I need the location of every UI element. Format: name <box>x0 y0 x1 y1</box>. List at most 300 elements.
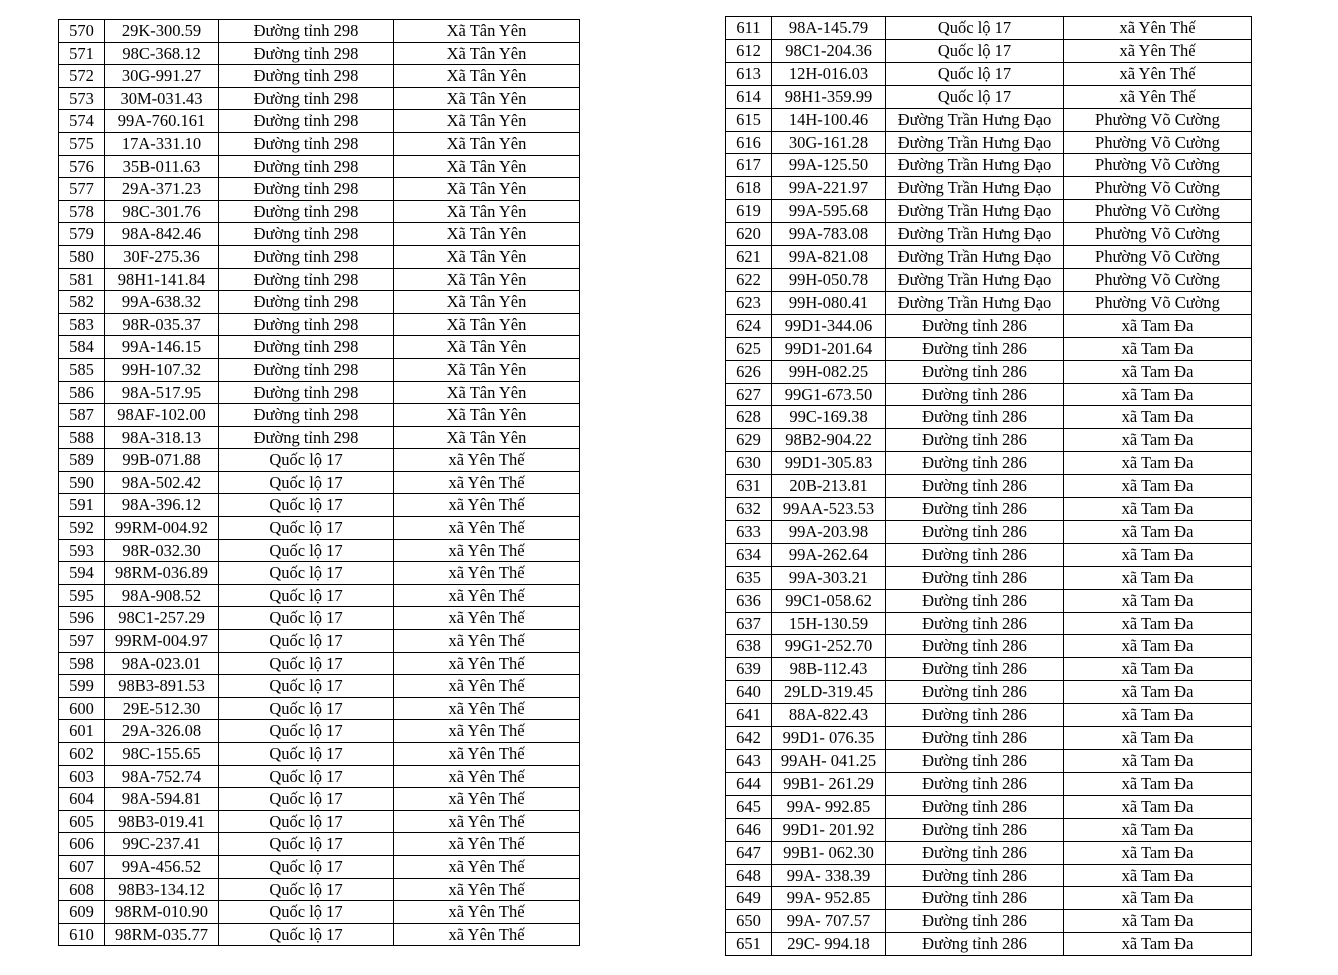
commune-cell: xã Tam Đa <box>1064 887 1252 910</box>
table-row <box>59 720 580 743</box>
row-number-cell: 612 <box>726 39 772 62</box>
table-row <box>726 841 1252 864</box>
road-cell: Đường tỉnh 298 <box>219 404 394 427</box>
plate-number-cell: 98C-155.65 <box>105 743 219 766</box>
road-cell: Đường tỉnh 298 <box>219 291 394 314</box>
row-number-cell: 610 <box>59 923 105 946</box>
commune-cell: xã Yên Thế <box>394 697 580 720</box>
table-row <box>726 246 1252 269</box>
road-cell: Đường tỉnh 286 <box>886 635 1064 658</box>
road-cell: Quốc lộ 17 <box>219 539 394 562</box>
commune-cell: xã Yên Thế <box>394 630 580 653</box>
plate-number-cell: 29C- 994.18 <box>772 933 886 956</box>
commune-cell: xã Tam Đa <box>1064 658 1252 681</box>
table-row <box>59 110 580 133</box>
table-row <box>726 566 1252 589</box>
table-body-left <box>59 20 580 946</box>
row-number-cell: 602 <box>59 743 105 766</box>
plate-number-cell: 99A-638.32 <box>105 291 219 314</box>
road-cell: Đường tỉnh 298 <box>219 87 394 110</box>
table-row <box>726 291 1252 314</box>
plate-number-cell: 98AF-102.00 <box>105 404 219 427</box>
commune-cell: xã Tam Đa <box>1064 360 1252 383</box>
row-number-cell: 636 <box>726 589 772 612</box>
table-row <box>59 245 580 268</box>
row-number-cell: 594 <box>59 562 105 585</box>
row-number-cell: 625 <box>726 337 772 360</box>
violation-table-right <box>725 16 1252 956</box>
commune-cell: xã Tam Đa <box>1064 429 1252 452</box>
plate-number-cell: 98H1-359.99 <box>772 85 886 108</box>
road-cell: Đường tỉnh 298 <box>219 65 394 88</box>
road-cell: Đường tỉnh 286 <box>886 887 1064 910</box>
plate-number-cell: 99A-821.08 <box>772 246 886 269</box>
table-row <box>59 923 580 946</box>
road-cell: Quốc lộ 17 <box>219 449 394 472</box>
plate-number-cell: 30F-275.36 <box>105 245 219 268</box>
table-row <box>726 818 1252 841</box>
row-number-cell: 577 <box>59 178 105 201</box>
row-number-cell: 619 <box>726 200 772 223</box>
road-cell: Đường tỉnh 298 <box>219 178 394 201</box>
plate-number-cell: 98RM-036.89 <box>105 562 219 585</box>
road-cell: Quốc lộ 17 <box>219 607 394 630</box>
table-row <box>59 810 580 833</box>
commune-cell: xã Yên Thế <box>394 584 580 607</box>
plate-number-cell: 99D1-305.83 <box>772 452 886 475</box>
table-row <box>726 85 1252 108</box>
commune-cell: Xã Tân Yên <box>394 200 580 223</box>
plate-number-cell: 99D1-344.06 <box>772 314 886 337</box>
road-cell: Đường Trần Hưng Đạo <box>886 154 1064 177</box>
row-number-cell: 593 <box>59 539 105 562</box>
road-cell: Đường Trần Hưng Đạo <box>886 268 1064 291</box>
plate-number-cell: 29E-512.30 <box>105 697 219 720</box>
road-cell: Đường tỉnh 286 <box>886 750 1064 773</box>
road-cell: Đường Trần Hưng Đạo <box>886 223 1064 246</box>
plate-number-cell: 99G1-673.50 <box>772 383 886 406</box>
row-number-cell: 651 <box>726 933 772 956</box>
plate-number-cell: 99A-221.97 <box>772 177 886 200</box>
road-cell: Quốc lộ 17 <box>886 85 1064 108</box>
table-row <box>59 471 580 494</box>
commune-cell: Phường Võ Cường <box>1064 108 1252 131</box>
road-cell: Đường tỉnh 298 <box>219 426 394 449</box>
plate-number-cell: 30G-161.28 <box>772 131 886 154</box>
commune-cell: Xã Tân Yên <box>394 132 580 155</box>
table-row <box>59 539 580 562</box>
plate-number-cell: 99RM-004.97 <box>105 630 219 653</box>
row-number-cell: 646 <box>726 818 772 841</box>
commune-cell: xã Tam Đa <box>1064 704 1252 727</box>
table-row <box>59 404 580 427</box>
table-row <box>59 765 580 788</box>
table-row <box>59 87 580 110</box>
commune-cell: Phường Võ Cường <box>1064 246 1252 269</box>
road-cell: Đường tỉnh 286 <box>886 681 1064 704</box>
plate-number-cell: 14H-100.46 <box>772 108 886 131</box>
road-cell: Đường tỉnh 286 <box>886 406 1064 429</box>
row-number-cell: 622 <box>726 268 772 291</box>
row-number-cell: 631 <box>726 475 772 498</box>
plate-number-cell: 98B3-134.12 <box>105 878 219 901</box>
plate-number-cell: 99B1- 261.29 <box>772 772 886 795</box>
commune-cell: xã Tam Đa <box>1064 452 1252 475</box>
plate-number-cell: 98A-517.95 <box>105 381 219 404</box>
commune-cell: xã Yên Thế <box>394 517 580 540</box>
row-number-cell: 627 <box>726 383 772 406</box>
row-number-cell: 590 <box>59 471 105 494</box>
commune-cell: xã Tam Đa <box>1064 589 1252 612</box>
plate-number-cell: 99A- 992.85 <box>772 795 886 818</box>
row-number-cell: 601 <box>59 720 105 743</box>
row-number-cell: 578 <box>59 200 105 223</box>
table-row <box>726 498 1252 521</box>
row-number-cell: 599 <box>59 675 105 698</box>
table-row <box>726 131 1252 154</box>
row-number-cell: 570 <box>59 20 105 43</box>
plate-number-cell: 98H1-141.84 <box>105 268 219 291</box>
table-row <box>59 381 580 404</box>
table-row <box>59 42 580 65</box>
commune-cell: xã Yên Thế <box>394 539 580 562</box>
table-row <box>59 155 580 178</box>
commune-cell: xã Tam Đa <box>1064 772 1252 795</box>
plate-number-cell: 99D1- 076.35 <box>772 727 886 750</box>
table-row <box>59 833 580 856</box>
road-cell: Quốc lộ 17 <box>219 584 394 607</box>
row-number-cell: 598 <box>59 652 105 675</box>
plate-number-cell: 20B-213.81 <box>772 475 886 498</box>
plate-number-cell: 99A-303.21 <box>772 566 886 589</box>
plate-number-cell: 99A-456.52 <box>105 855 219 878</box>
row-number-cell: 592 <box>59 517 105 540</box>
commune-cell: xã Tam Đa <box>1064 795 1252 818</box>
road-cell: Quốc lộ 17 <box>219 855 394 878</box>
row-number-cell: 587 <box>59 404 105 427</box>
plate-number-cell: 17A-331.10 <box>105 132 219 155</box>
table-row <box>59 336 580 359</box>
commune-cell: Phường Võ Cường <box>1064 131 1252 154</box>
row-number-cell: 585 <box>59 358 105 381</box>
road-cell: Quốc lộ 17 <box>219 517 394 540</box>
commune-cell: xã Yên Thế <box>394 471 580 494</box>
table-row <box>726 658 1252 681</box>
table-row <box>726 383 1252 406</box>
table-row <box>726 177 1252 200</box>
row-number-cell: 576 <box>59 155 105 178</box>
road-cell: Đường tỉnh 286 <box>886 429 1064 452</box>
table-row <box>59 426 580 449</box>
commune-cell: xã Tam Đa <box>1064 681 1252 704</box>
row-number-cell: 618 <box>726 177 772 200</box>
road-cell: Quốc lộ 17 <box>886 39 1064 62</box>
plate-number-cell: 99AH- 041.25 <box>772 750 886 773</box>
commune-cell: Xã Tân Yên <box>394 87 580 110</box>
table-row <box>59 878 580 901</box>
row-number-cell: 582 <box>59 291 105 314</box>
commune-cell: xã Yên Thế <box>394 878 580 901</box>
row-number-cell: 649 <box>726 887 772 910</box>
row-number-cell: 648 <box>726 864 772 887</box>
table-row <box>726 704 1252 727</box>
plate-number-cell: 99A-203.98 <box>772 520 886 543</box>
plate-number-cell: 99C1-058.62 <box>772 589 886 612</box>
commune-cell: xã Yên Thế <box>1064 17 1252 40</box>
commune-cell: Xã Tân Yên <box>394 42 580 65</box>
plate-number-cell: 98A-752.74 <box>105 765 219 788</box>
road-cell: Quốc lộ 17 <box>219 697 394 720</box>
road-cell: Đường tỉnh 286 <box>886 314 1064 337</box>
road-cell: Đường Trần Hưng Đạo <box>886 177 1064 200</box>
plate-number-cell: 98A-594.81 <box>105 788 219 811</box>
plate-number-cell: 99AA-523.53 <box>772 498 886 521</box>
plate-number-cell: 29K-300.59 <box>105 20 219 43</box>
plate-number-cell: 88A-822.43 <box>772 704 886 727</box>
row-number-cell: 609 <box>59 901 105 924</box>
table-row <box>726 62 1252 85</box>
road-cell: Đường tỉnh 286 <box>886 566 1064 589</box>
table-row <box>59 65 580 88</box>
road-cell: Quốc lộ 17 <box>219 901 394 924</box>
row-number-cell: 581 <box>59 268 105 291</box>
row-number-cell: 607 <box>59 855 105 878</box>
road-cell: Đường Trần Hưng Đạo <box>886 131 1064 154</box>
row-number-cell: 638 <box>726 635 772 658</box>
commune-cell: Xã Tân Yên <box>394 291 580 314</box>
table-row <box>726 933 1252 956</box>
row-number-cell: 583 <box>59 313 105 336</box>
row-number-cell: 635 <box>726 566 772 589</box>
plate-number-cell: 30G-991.27 <box>105 65 219 88</box>
table-row <box>59 20 580 43</box>
plate-number-cell: 98B3-891.53 <box>105 675 219 698</box>
row-number-cell: 586 <box>59 381 105 404</box>
table-row <box>726 17 1252 40</box>
plate-number-cell: 35B-011.63 <box>105 155 219 178</box>
commune-cell: xã Yên Thế <box>394 788 580 811</box>
road-cell: Đường tỉnh 298 <box>219 110 394 133</box>
road-cell: Đường tỉnh 298 <box>219 336 394 359</box>
commune-cell: Xã Tân Yên <box>394 245 580 268</box>
row-number-cell: 634 <box>726 543 772 566</box>
road-cell: Đường tỉnh 286 <box>886 612 1064 635</box>
table-row <box>726 337 1252 360</box>
row-number-cell: 640 <box>726 681 772 704</box>
table-row <box>726 223 1252 246</box>
plate-number-cell: 99A-262.64 <box>772 543 886 566</box>
plate-number-cell: 99A- 707.57 <box>772 910 886 933</box>
table-row <box>726 910 1252 933</box>
commune-cell: Xã Tân Yên <box>394 20 580 43</box>
plate-number-cell: 99C-169.38 <box>772 406 886 429</box>
plate-number-cell: 99D1-201.64 <box>772 337 886 360</box>
commune-cell: xã Yên Thế <box>394 652 580 675</box>
commune-cell: xã Yên Thế <box>394 833 580 856</box>
table-row <box>726 612 1252 635</box>
plate-number-cell: 98A-023.01 <box>105 652 219 675</box>
road-cell: Đường Trần Hưng Đạo <box>886 108 1064 131</box>
table-row <box>59 584 580 607</box>
row-number-cell: 591 <box>59 494 105 517</box>
table-row <box>726 268 1252 291</box>
table-row <box>59 630 580 653</box>
plate-number-cell: 98A-908.52 <box>105 584 219 607</box>
plate-number-cell: 99A- 338.39 <box>772 864 886 887</box>
plate-number-cell: 99A- 952.85 <box>772 887 886 910</box>
commune-cell: Xã Tân Yên <box>394 223 580 246</box>
row-number-cell: 573 <box>59 87 105 110</box>
road-cell: Đường tỉnh 286 <box>886 704 1064 727</box>
road-cell: Quốc lộ 17 <box>886 17 1064 40</box>
row-number-cell: 574 <box>59 110 105 133</box>
plate-number-cell: 98B-112.43 <box>772 658 886 681</box>
table-row <box>726 520 1252 543</box>
plate-number-cell: 29A-326.08 <box>105 720 219 743</box>
commune-cell: xã Tam Đa <box>1064 566 1252 589</box>
plate-number-cell: 99H-107.32 <box>105 358 219 381</box>
commune-cell: xã Yên Thế <box>394 810 580 833</box>
commune-cell: xã Yên Thế <box>1064 62 1252 85</box>
road-cell: Đường tỉnh 286 <box>886 383 1064 406</box>
commune-cell: xã Yên Thế <box>394 720 580 743</box>
table-row <box>726 681 1252 704</box>
row-number-cell: 608 <box>59 878 105 901</box>
road-cell: Quốc lộ 17 <box>219 494 394 517</box>
table-row <box>726 635 1252 658</box>
road-cell: Quốc lộ 17 <box>219 878 394 901</box>
row-number-cell: 589 <box>59 449 105 472</box>
row-number-cell: 588 <box>59 426 105 449</box>
road-cell: Quốc lộ 17 <box>219 923 394 946</box>
table-row <box>726 200 1252 223</box>
plate-number-cell: 99A-146.15 <box>105 336 219 359</box>
road-cell: Đường tỉnh 298 <box>219 245 394 268</box>
road-cell: Đường tỉnh 286 <box>886 543 1064 566</box>
row-number-cell: 597 <box>59 630 105 653</box>
road-cell: Đường tỉnh 286 <box>886 360 1064 383</box>
plate-number-cell: 98A-318.13 <box>105 426 219 449</box>
road-cell: Đường tỉnh 286 <box>886 520 1064 543</box>
row-number-cell: 633 <box>726 520 772 543</box>
commune-cell: Xã Tân Yên <box>394 268 580 291</box>
table-row <box>59 358 580 381</box>
plate-number-cell: 98B2-904.22 <box>772 429 886 452</box>
commune-cell: xã Tam Đa <box>1064 818 1252 841</box>
road-cell: Đường tỉnh 286 <box>886 727 1064 750</box>
row-number-cell: 643 <box>726 750 772 773</box>
commune-cell: xã Yên Thế <box>394 449 580 472</box>
table-row <box>59 449 580 472</box>
road-cell: Đường Trần Hưng Đạo <box>886 200 1064 223</box>
plate-number-cell: 99A-760.161 <box>105 110 219 133</box>
road-cell: Đường tỉnh 298 <box>219 223 394 246</box>
plate-number-cell: 99G1-252.70 <box>772 635 886 658</box>
table-row <box>726 154 1252 177</box>
commune-cell: Phường Võ Cường <box>1064 223 1252 246</box>
plate-number-cell: 99A-595.68 <box>772 200 886 223</box>
commune-cell: Xã Tân Yên <box>394 336 580 359</box>
plate-number-cell: 98A-145.79 <box>772 17 886 40</box>
row-number-cell: 624 <box>726 314 772 337</box>
road-cell: Đường tỉnh 286 <box>886 818 1064 841</box>
commune-cell: xã Tam Đa <box>1064 314 1252 337</box>
row-number-cell: 617 <box>726 154 772 177</box>
table-body-right <box>726 17 1252 956</box>
table-row <box>59 200 580 223</box>
commune-cell: Xã Tân Yên <box>394 313 580 336</box>
road-cell: Quốc lộ 17 <box>219 765 394 788</box>
commune-cell: xã Yên Thế <box>394 901 580 924</box>
plate-number-cell: 98R-035.37 <box>105 313 219 336</box>
table-row <box>59 743 580 766</box>
row-number-cell: 571 <box>59 42 105 65</box>
row-number-cell: 630 <box>726 452 772 475</box>
commune-cell: xã Yên Thế <box>394 607 580 630</box>
row-number-cell: 604 <box>59 788 105 811</box>
table-row <box>59 675 580 698</box>
row-number-cell: 647 <box>726 841 772 864</box>
row-number-cell: 650 <box>726 910 772 933</box>
table-row <box>59 901 580 924</box>
commune-cell: xã Tam Đa <box>1064 612 1252 635</box>
road-cell: Đường tỉnh 286 <box>886 910 1064 933</box>
plate-number-cell: 98A-502.42 <box>105 471 219 494</box>
table-row <box>726 864 1252 887</box>
road-cell: Đường Trần Hưng Đạo <box>886 246 1064 269</box>
table-row <box>59 697 580 720</box>
plate-number-cell: 99C-237.41 <box>105 833 219 856</box>
plate-number-cell: 98C1-204.36 <box>772 39 886 62</box>
commune-cell: xã Yên Thế <box>394 923 580 946</box>
road-cell: Đường tỉnh 298 <box>219 200 394 223</box>
row-number-cell: 605 <box>59 810 105 833</box>
table-row <box>726 750 1252 773</box>
table-row <box>726 406 1252 429</box>
commune-cell: Xã Tân Yên <box>394 155 580 178</box>
commune-cell: xã Yên Thế <box>394 675 580 698</box>
road-cell: Đường tỉnh 286 <box>886 864 1064 887</box>
table-row <box>726 39 1252 62</box>
plate-number-cell: 98C-368.12 <box>105 42 219 65</box>
commune-cell: xã Tam Đa <box>1064 864 1252 887</box>
plate-number-cell: 99H-082.25 <box>772 360 886 383</box>
road-cell: Quốc lộ 17 <box>219 743 394 766</box>
row-number-cell: 572 <box>59 65 105 88</box>
row-number-cell: 580 <box>59 245 105 268</box>
commune-cell: xã Tam Đa <box>1064 498 1252 521</box>
row-number-cell: 606 <box>59 833 105 856</box>
commune-cell: xã Yên Thế <box>394 765 580 788</box>
plate-number-cell: 98B3-019.41 <box>105 810 219 833</box>
commune-cell: Phường Võ Cường <box>1064 177 1252 200</box>
row-number-cell: 614 <box>726 85 772 108</box>
road-cell: Đường tỉnh 298 <box>219 313 394 336</box>
commune-cell: Xã Tân Yên <box>394 178 580 201</box>
road-cell: Quốc lộ 17 <box>219 810 394 833</box>
road-cell: Đường tỉnh 298 <box>219 358 394 381</box>
row-number-cell: 644 <box>726 772 772 795</box>
table-row <box>726 360 1252 383</box>
row-number-cell: 642 <box>726 727 772 750</box>
road-cell: Đường tỉnh 298 <box>219 155 394 178</box>
plate-number-cell: 15H-130.59 <box>772 612 886 635</box>
plate-number-cell: 98C1-257.29 <box>105 607 219 630</box>
violation-table-left <box>58 19 580 946</box>
road-cell: Đường tỉnh 298 <box>219 381 394 404</box>
row-number-cell: 613 <box>726 62 772 85</box>
table-row <box>59 788 580 811</box>
